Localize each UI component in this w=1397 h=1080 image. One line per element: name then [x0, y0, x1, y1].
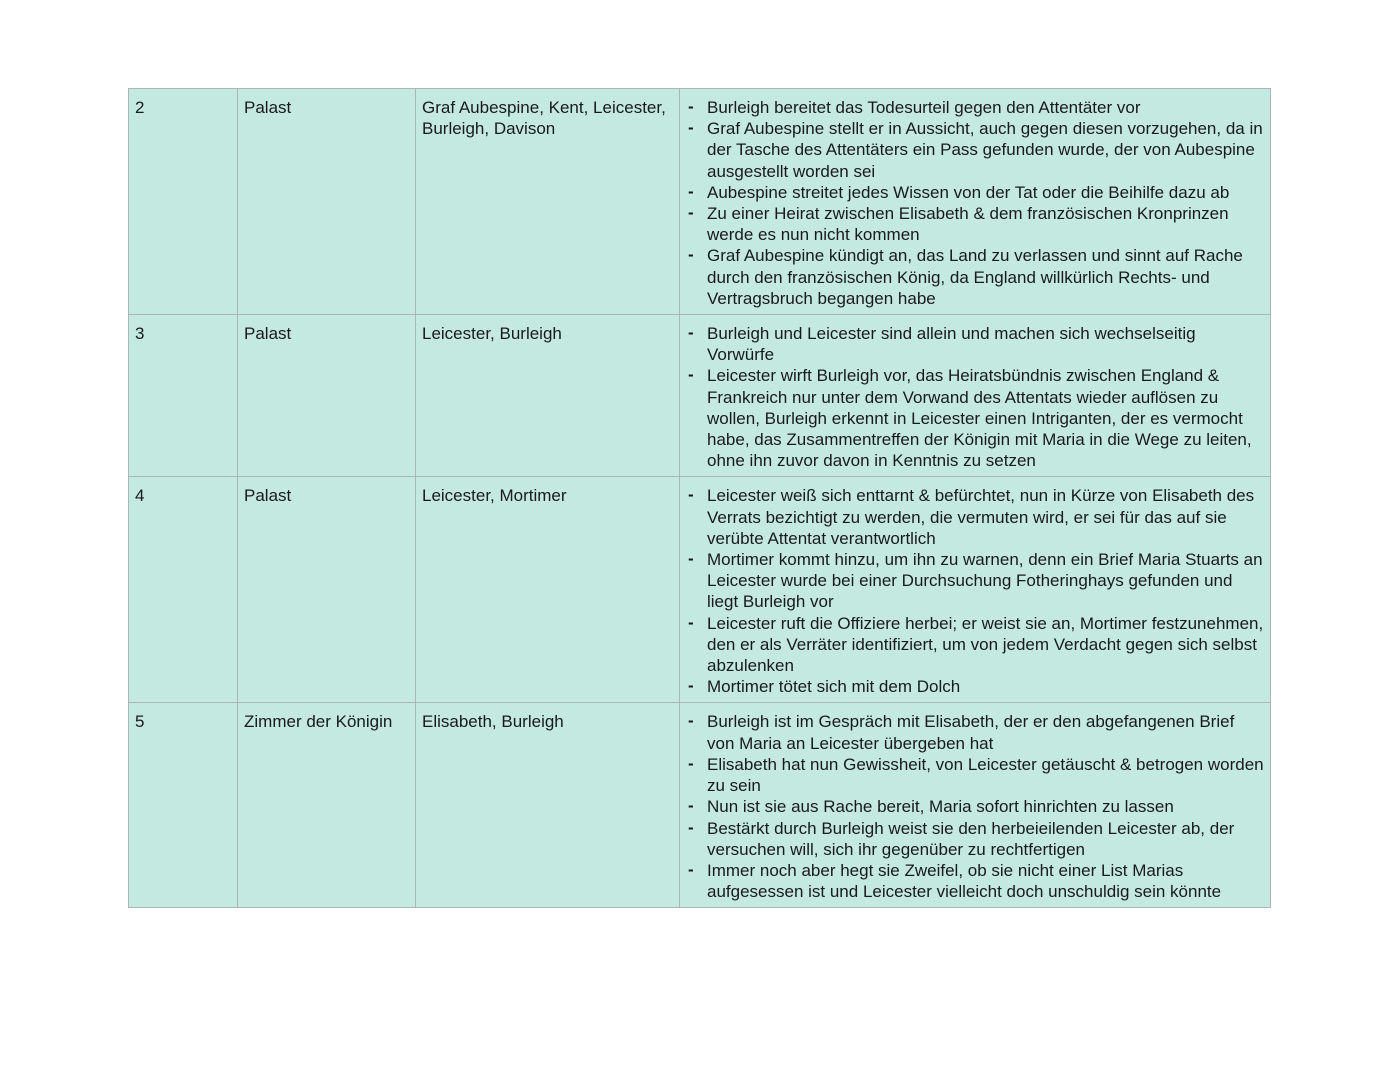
dash-bullet-icon: - [688, 817, 694, 837]
event-list [688, 711, 1266, 902]
list-item [688, 860, 1266, 902]
scene-number-cell [129, 703, 238, 908]
scene-number: 3 [135, 324, 145, 344]
scene-place-cell [238, 477, 416, 703]
scene-place: Zimmer der Königin [244, 712, 393, 732]
scene-characters: Elisabeth, Burleigh [422, 712, 564, 732]
event-text: Aubespine streitet jedes Wissen von der Tat oder die Beihilfe dazu ab [707, 182, 1230, 202]
event-text: Burleigh und Leicester sind allein und machen sich wechselseitig Vorwürfe [707, 324, 1196, 365]
scene-table [128, 88, 1271, 908]
event-text: Burleigh bereitet das Todesurteil gegen den Attentäter vor [707, 98, 1141, 117]
scene-events-cell [680, 477, 1271, 703]
event-text: Mortimer tötet sich mit dem Dolch [707, 677, 961, 697]
list-item [688, 365, 1266, 471]
list-item [688, 796, 1266, 817]
scene-place-cell [238, 89, 416, 315]
dash-bullet-icon: - [688, 365, 694, 385]
event-text: Leicester wirft Burleigh vor, das Heiratsbündnis zwischen England & Frankreich nur unter dem Vorwand des Attentats wieder auflösen zu wollen, Burleigh erkennt in Leicester einen Intriganten, der es vermocht habe, das Zusammentreffen der Königin mit Maria in die Wege zu leiten, ohne ihn zuvor davon in Kenntnis zu setzen [707, 366, 1252, 471]
scene-characters-cell [416, 703, 680, 908]
scene-events-cell [680, 315, 1271, 477]
event-text: Bestärkt durch Burleigh weist sie den herbeieilenden Leicester ab, der versuchen will, sich ihr gegenüber zu rechtfertigen [707, 818, 1235, 859]
table-row [129, 703, 1271, 908]
list-item [688, 549, 1266, 613]
scene-number-cell [129, 89, 238, 315]
table-row [129, 315, 1271, 477]
scene-characters-cell [416, 477, 680, 703]
scene-characters: Graf Aubespine, Kent, Leicester, Burleigh, Davison [422, 98, 666, 139]
dash-bullet-icon: - [688, 118, 694, 138]
list-item [688, 711, 1266, 753]
scene-place-cell [238, 703, 416, 908]
dash-bullet-icon: - [688, 796, 694, 816]
scene-number: 2 [135, 98, 145, 117]
event-list [688, 485, 1266, 697]
list-item [688, 485, 1266, 549]
table-row [129, 477, 1271, 703]
event-text: Mortimer kommt hinzu, um ihn zu warnen, denn ein Brief Maria Stuarts an Leicester wurde bei einer Durchsuchung Fotheringhays gefunden und liegt Burleigh vor [707, 550, 1263, 612]
dash-bullet-icon: - [688, 323, 694, 343]
table-row [129, 89, 1271, 315]
scene-number-cell [129, 315, 238, 477]
dash-bullet-icon: - [688, 549, 694, 569]
event-text: Leicester ruft die Offiziere herbei; er weist sie an, Mortimer festzunehmen, den er als Verräter identifiziert, um von jedem Verdacht gegen sich selbst abzulenken [707, 613, 1264, 676]
event-text: Leicester weiß sich enttarnt & befürchtet, nun in Kürze von Elisabeth des Verrats bezichtigt zu werden, die vermuten wird, er sei für das auf sie verübte Attentat verantwortlich [707, 486, 1255, 548]
scene-place: Palast [244, 324, 292, 344]
scene-events-cell [680, 89, 1271, 315]
event-list [688, 323, 1266, 471]
event-text: Graf Aubespine stellt er in Aussicht, auch gegen diesen vorzugehen, da in der Tasche des Attentäters ein Pass gefunden wurde, der von Aubespine ausgestellt worden sei [707, 119, 1263, 181]
dash-bullet-icon: - [688, 711, 694, 731]
list-item [688, 97, 1266, 118]
list-item [688, 323, 1266, 365]
event-text: Immer noch aber hegt sie Zweifel, ob sie nicht einer List Marias aufgesessen ist und Leicester vielleicht doch unschuldig sein könnte [707, 860, 1222, 902]
scene-number-cell [129, 477, 238, 703]
scene-events-cell [680, 703, 1271, 908]
list-item [688, 613, 1266, 677]
scene-characters-cell [416, 89, 680, 315]
scene-number: 4 [135, 486, 145, 506]
scene-characters: Leicester, Mortimer [422, 486, 567, 506]
dash-bullet-icon: - [688, 612, 694, 632]
dash-bullet-icon: - [688, 181, 694, 201]
dash-bullet-icon: - [688, 97, 694, 116]
event-text: Elisabeth hat nun Gewissheit, von Leicester getäuscht & betrogen worden zu sein [707, 754, 1264, 796]
list-item [688, 203, 1266, 245]
list-item [688, 182, 1266, 203]
event-text: Zu einer Heirat zwischen Elisabeth & dem französischen Kronprinzen werde es nun nicht kommen [707, 204, 1229, 245]
scene-place: Palast [244, 486, 292, 506]
list-item [688, 245, 1266, 309]
dash-bullet-icon: - [688, 676, 694, 696]
dash-bullet-icon: - [688, 245, 694, 265]
scene-number: 5 [135, 712, 145, 732]
dash-bullet-icon: - [688, 203, 694, 223]
event-list [688, 97, 1266, 309]
scene-place-cell [238, 315, 416, 477]
list-item [688, 676, 1266, 697]
scene-place: Palast [244, 98, 292, 117]
dash-bullet-icon: - [688, 859, 694, 879]
scene-characters-cell [416, 315, 680, 477]
dash-bullet-icon: - [688, 753, 694, 773]
dash-bullet-icon: - [688, 485, 694, 505]
event-text: Nun ist sie aus Rache bereit, Maria sofort hinrichten zu lassen [707, 797, 1174, 817]
scene-table-body [129, 89, 1271, 908]
event-text: Graf Aubespine kündigt an, das Land zu verlassen und sinnt auf Rache durch den französischen König, da England willkürlich Rechts- und Vertragsbruch begangen habe [707, 246, 1243, 308]
event-text: Burleigh ist im Gespräch mit Elisabeth, der er den abgefangenen Brief von Maria an Leicester übergeben hat [707, 712, 1235, 753]
scene-characters: Leicester, Burleigh [422, 324, 562, 344]
list-item [688, 118, 1266, 182]
list-item [688, 818, 1266, 860]
list-item [688, 754, 1266, 796]
